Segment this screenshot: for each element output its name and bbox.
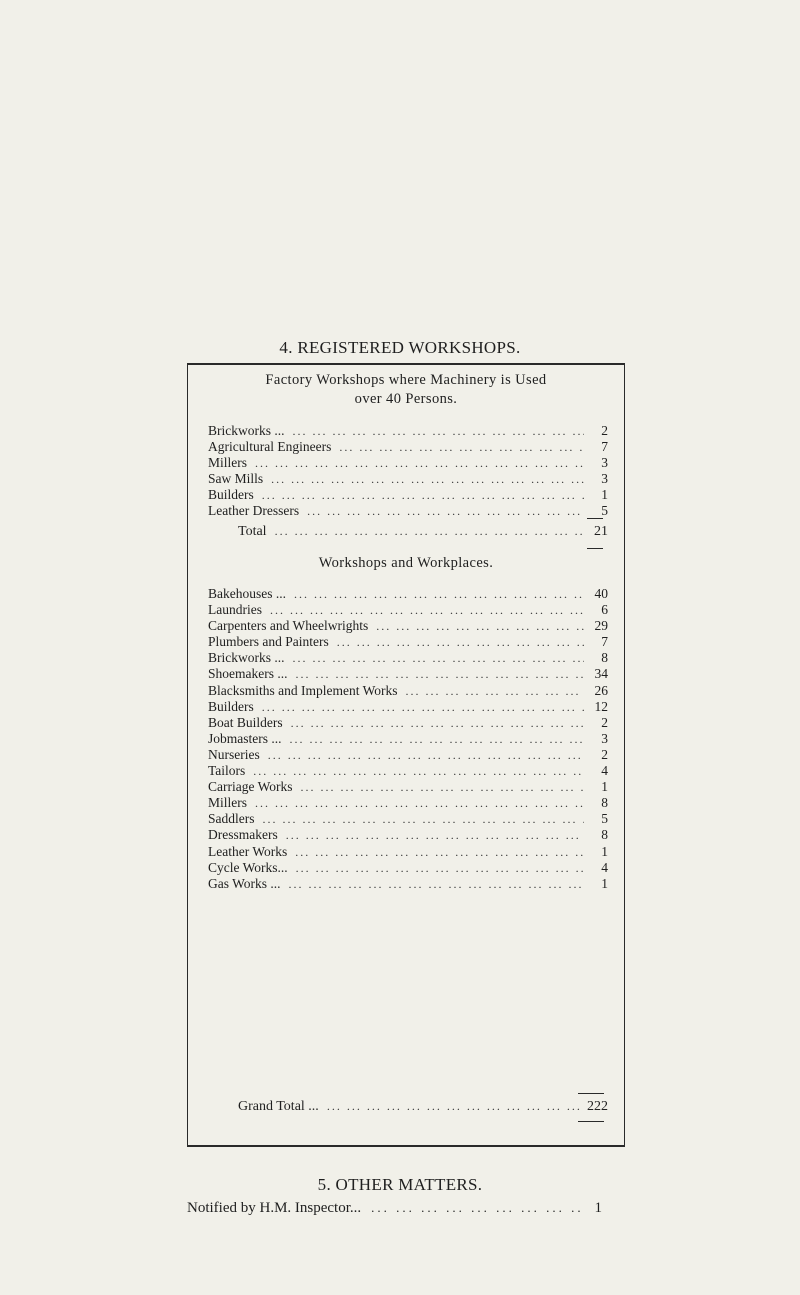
row-label: Shoemakers ...: [208, 666, 288, 682]
workplaces-heading: Workshops and Workplaces.: [318, 555, 494, 571]
table-row: [208, 779, 608, 795]
row-value: 3: [601, 455, 608, 471]
leader-dots: [278, 827, 584, 843]
row-label: Jobmasters ...: [208, 730, 282, 746]
workplace-rows: [208, 586, 608, 892]
table-row: [208, 503, 608, 519]
table-row: [208, 650, 608, 666]
row-value: 1: [601, 779, 608, 795]
table-row: [208, 471, 608, 487]
leader-dots: [245, 763, 584, 779]
section-4-title: 4. REGISTERED WORKSHOPS.: [279, 338, 521, 357]
row-label: Leather Dressers: [208, 503, 300, 519]
leader-dots: [255, 811, 585, 827]
total-rule: [587, 518, 603, 519]
row-value: 2: [601, 714, 608, 730]
table-row: [208, 666, 608, 682]
row-value: 7: [601, 634, 608, 650]
row-value: 4: [601, 859, 608, 875]
leader-dots: [281, 876, 584, 892]
grand-total-row: [208, 1098, 608, 1114]
leader-dots: [254, 487, 584, 503]
grand-total-label: Grand Total ...: [238, 1099, 319, 1114]
workshops-table: [187, 364, 625, 1147]
grand-total-rule: [578, 1093, 604, 1094]
grand-total-value: 222: [587, 1099, 608, 1114]
row-value: 34: [594, 666, 608, 682]
row-value: 2: [601, 423, 608, 438]
leader-dots: [287, 666, 584, 682]
table-row: [208, 860, 608, 876]
factory-heading-line1: Factory Workshops where Machinery is Used: [265, 372, 547, 388]
leader-dots: [267, 523, 584, 539]
row-value: 5: [601, 503, 608, 519]
factory-heading-line2: over 40 Persons.: [354, 391, 458, 407]
table-row: [208, 844, 608, 860]
leader-dots: [254, 699, 584, 715]
leader-dots: [283, 715, 584, 731]
leader-dots: [263, 471, 584, 487]
row-value: 8: [601, 650, 608, 666]
factory-total-value: 21: [594, 524, 608, 539]
row-label: Carpenters and Wheelwrights: [208, 618, 369, 634]
leader-dots: [260, 747, 584, 763]
row-label: Millers: [208, 455, 247, 471]
row-label: Nurseries: [208, 746, 260, 762]
leader-dots: [285, 650, 585, 666]
leader-dots: [286, 586, 584, 602]
notified-value: 1: [594, 1200, 602, 1216]
row-label: Gas Works ...: [208, 875, 281, 891]
row-label: Dressmakers: [208, 827, 278, 843]
table-row: [208, 876, 608, 892]
table-row: [208, 747, 608, 763]
row-label: Builders: [208, 698, 254, 714]
row-label: Saw Mills: [208, 471, 264, 487]
factory-rows: [208, 423, 608, 520]
table-row: [208, 618, 608, 634]
leader-dots: [368, 618, 584, 634]
row-label: Brickworks ...: [208, 423, 285, 438]
factory-total-label: Total: [238, 524, 267, 539]
table-row: [208, 715, 608, 731]
leader-dots: [247, 455, 584, 471]
factory-total-row: [208, 523, 608, 539]
row-value: 3: [601, 730, 608, 746]
row-value: 8: [601, 795, 608, 811]
row-label: Millers: [208, 795, 247, 811]
row-value: 1: [601, 843, 608, 859]
row-value: 1: [601, 487, 608, 503]
row-label: Agricultural Engineers: [208, 439, 332, 455]
row-value: 6: [601, 602, 608, 618]
table-row: [208, 487, 608, 503]
notified-label: Notified by H.M. Inspector...: [187, 1200, 362, 1216]
leader-dots: [282, 731, 585, 747]
grand-total-underline-rule: [578, 1121, 604, 1122]
row-label: Brickworks ...: [208, 650, 285, 666]
row-value: 26: [594, 682, 608, 698]
row-label: Plumbers and Painters: [208, 634, 329, 650]
table-row: [208, 455, 608, 471]
table-row: [208, 811, 608, 827]
row-value: 5: [601, 811, 608, 827]
table-row: [208, 586, 608, 602]
leader-dots: [247, 795, 584, 811]
table-row: [208, 827, 608, 843]
row-label: Bakehouses ...: [208, 586, 286, 601]
row-value: 8: [601, 827, 608, 843]
row-label: Blacksmiths and Implement Works: [208, 682, 398, 698]
table-row: [208, 423, 608, 439]
row-label: Laundries: [208, 602, 262, 618]
table-row: [208, 699, 608, 715]
table-row: [208, 634, 608, 650]
leader-dots: [329, 634, 584, 650]
row-value: 4: [601, 763, 608, 779]
leader-dots: [331, 439, 584, 455]
leader-dots: [287, 844, 584, 860]
leader-dots: [319, 1098, 584, 1114]
leader-dots: [285, 423, 585, 439]
table-row: [208, 731, 608, 747]
section-5-title: 5. OTHER MATTERS.: [317, 1175, 483, 1194]
row-label: Boat Builders: [208, 714, 283, 730]
leader-dots: [293, 779, 584, 795]
row-value: 7: [601, 439, 608, 455]
row-label: Tailors: [208, 763, 246, 779]
notified-row: [187, 1200, 602, 1217]
row-value: 40: [594, 586, 608, 601]
leader-dots: [299, 503, 584, 519]
total-underline-rule: [587, 548, 603, 549]
row-label: Leather Works: [208, 843, 288, 859]
row-label: Carriage Works: [208, 779, 293, 795]
leader-dots: [398, 683, 584, 699]
row-value: 29: [594, 618, 608, 634]
table-row: [208, 795, 608, 811]
leader-dots: [288, 860, 584, 876]
row-value: 1: [601, 875, 608, 891]
row-label: Cycle Works...: [208, 859, 288, 875]
row-label: Saddlers: [208, 811, 255, 827]
table-row: [208, 763, 608, 779]
table-row: [208, 602, 608, 618]
row-value: 12: [594, 698, 608, 714]
row-value: 2: [601, 746, 608, 762]
table-row: [208, 683, 608, 699]
row-label: Builders: [208, 487, 254, 503]
leader-dots: [361, 1200, 582, 1216]
table-row: [208, 439, 608, 455]
row-value: 3: [601, 471, 608, 487]
box-bottom-rule: [187, 1145, 625, 1147]
leader-dots: [262, 602, 584, 618]
